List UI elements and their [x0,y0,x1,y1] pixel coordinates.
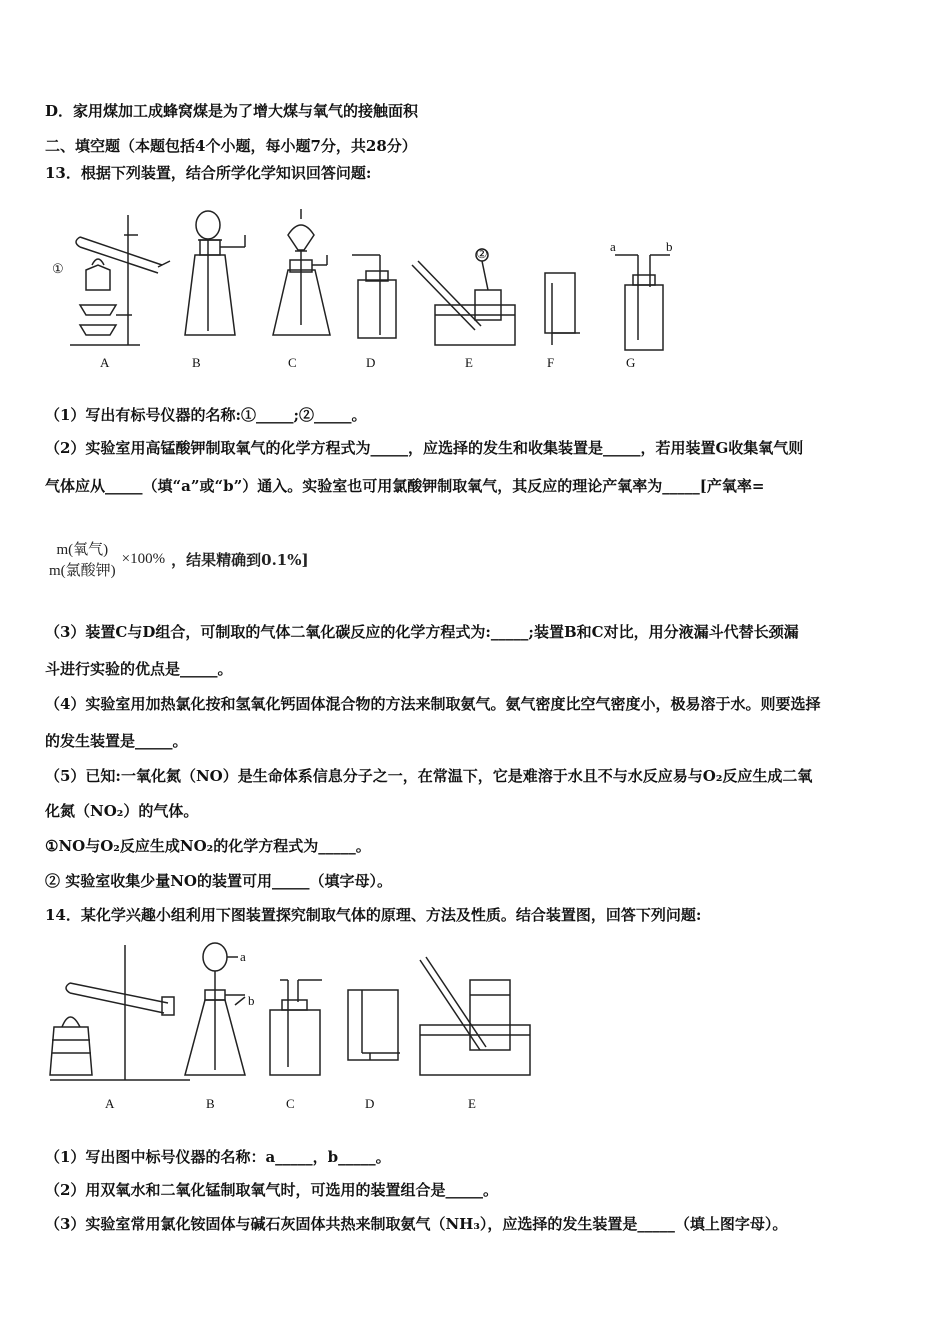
apparatus-figure-14 [40,935,560,1120]
apparatus-f [545,273,580,345]
q13-part1: （1）写出有标号仪器的名称:①_____;②_____。 [45,406,367,424]
apparatus-c [273,209,330,335]
label-c: C [288,355,297,370]
label-a: A [100,355,110,370]
apparatus-d [348,990,400,1060]
q14-part2: （2）用双氧水和二氧化锰制取氧气时，可选用的装置组合是_____。 [45,1181,498,1199]
question-13-stem: 13．根据下列装置，结合所学化学知识回答问题: [45,164,372,182]
label-e: E [465,355,473,370]
oxygen-yield-formula [45,538,309,580]
apparatus-e [420,957,530,1075]
mark-a-label: a [240,949,246,964]
q13-part3-b: 斗进行实验的优点是_____。 [45,660,233,678]
q14-part3: （3）实验室常用氯化铵固体与碱石灰固体共热来制取氨气（NH₃），应选择的发生装置是_____（填上图字母）。 [45,1215,788,1233]
label-d: D [366,355,376,370]
port-a-label: a [610,239,616,254]
formula-tail: ，结果精确到0.1%] [171,550,309,569]
label-g: G [626,355,636,370]
q13-part5-a: （5）已知:一氧化氮（NO）是生命体系信息分子之一，在常温下，它是难溶于水且不与水反应易与O₂反应生成二氧 [45,767,813,785]
q13-part5-c: ①NO与O₂反应生成NO₂的化学方程式为_____。 [45,837,371,855]
q13-part5-b: 化氮（NO₂）的气体。 [45,802,199,820]
formula-numerator: m(氧气) [56,542,109,558]
q13-part4-b: 的发生装置是_____。 [45,732,188,750]
label-e: E [468,1096,476,1111]
q13-part5-d: ② 实验室收集少量NO的装置可用_____（填字母）。 [45,872,393,890]
marker-2: ② [476,246,488,261]
apparatus-d [352,255,396,338]
apparatus-figure-13 [40,195,680,380]
mark-b-label: b [248,993,255,1008]
label-d: D [365,1096,375,1111]
apparatus-e [412,249,515,345]
question-14-stem: 14．某化学兴趣小组利用下图装置探究制取气体的原理、方法及性质。结合装置图，回答下列问题: [45,906,702,924]
marker-1: ① [52,261,64,276]
q14-part1: （1）写出图中标号仪器的名称：a_____，b_____。 [45,1148,391,1166]
formula-times: ×100% [121,550,166,567]
apparatus-a [70,215,170,345]
apparatus-g [615,255,670,350]
section-heading: 二、填空题（本题包括4个小题，每小题7分，共28分） [45,137,417,155]
label-c: C [286,1096,295,1111]
q13-part4-a: （4）实验室用加热氯化按和氢氧化钙固体混合物的方法来制取氨气。氨气密度比空气密度小，极易溶于水。则要选择 [45,695,821,713]
q13-part2-a: （2）实验室用高锰酸钾制取氧气的化学方程式为_____，应选择的发生和收集装置是_____，若用装置G收集氧气则 [45,439,804,457]
port-b-label: b [666,239,673,254]
apparatus-a [50,945,190,1080]
label-b: B [192,355,201,370]
q13-part2-b: 气体应从_____（填“a”或“b”）通入。实验室也可用氯酸钾制取氧气，其反应的理论产氧率为_____[产氧率= [45,477,765,495]
option-d: D．家用煤加工成蜂窝煤是为了增大煤与氧气的接触面积 [45,102,419,120]
formula-denominator: m(氯酸钾) [49,563,116,579]
apparatus-b [185,943,245,1075]
apparatus-c [270,980,322,1075]
label-a: A [105,1096,115,1111]
apparatus-b [185,211,245,335]
label-f: F [547,355,555,370]
q13-part3-a: （3）装置C与D组合，可制取的气体二氧化碳反应的化学方程式为:_____;装置B和C对比，用分液漏斗代替长颈漏 [45,623,799,641]
label-b: B [206,1096,215,1111]
